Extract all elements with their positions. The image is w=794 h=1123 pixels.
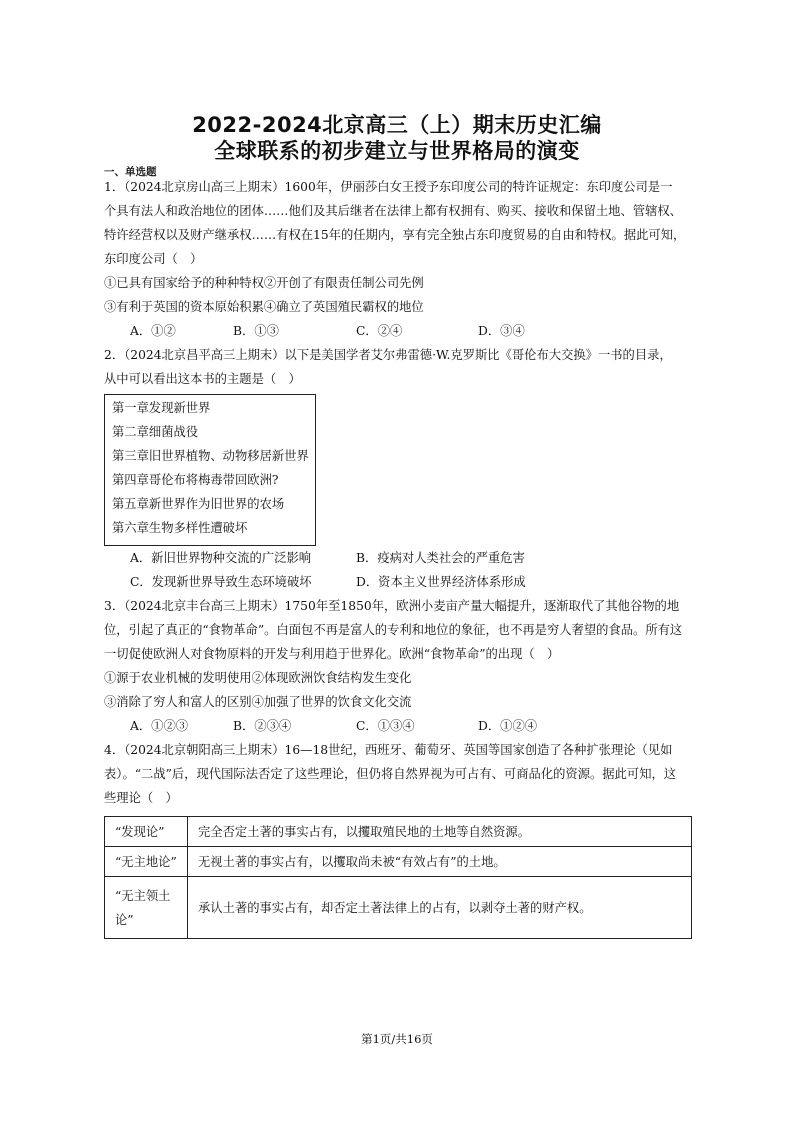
q3-line: 3．（2024北京丰台高三上期末）1750年至1850年，欧洲小麦亩产量大幅提升，逐渐取代了其他谷物的地 xyxy=(104,599,680,613)
q2-option-c[interactable]: C．发现新世界导致生态环境破坏 xyxy=(130,575,312,589)
q1-line: 东印度公司（ ） xyxy=(104,252,203,266)
q1-line: 特许经营权以及财产继承权……有权在15年的任期内，享有完全独占东印度贸易的自由和特权。据此可知， xyxy=(104,228,686,242)
toc-item: 第五章新世界作为旧世界的农场 xyxy=(112,497,285,511)
table-row xyxy=(105,847,692,877)
q1-line: ③有利于英国的资本原始积累④确立了英国殖民霸权的地位 xyxy=(104,300,424,314)
q4-line: 些理论（ ） xyxy=(104,791,178,805)
theory-name xyxy=(105,847,188,877)
q1-option-b[interactable]: B．①③ xyxy=(233,324,279,338)
table-row xyxy=(105,817,692,847)
q1-line: ①已具有国家给予的种种特权②开创了有限责任制公司先例 xyxy=(104,276,424,290)
q3-line: ①源于农业机械的发明使用②体现欧洲饮食结构发生变化 xyxy=(104,671,412,685)
toc-item: 第四章哥伦布将梅毒带回欧洲? xyxy=(112,473,279,487)
theory-table xyxy=(104,816,692,939)
q3-option-c[interactable]: C．①③④ xyxy=(356,719,415,733)
q1-option-d[interactable]: D．③④ xyxy=(478,324,525,338)
page-footer: 第1页/共16页 xyxy=(361,1032,433,1046)
page-title-line2: 全球联系的初步建立与世界格局的演变 xyxy=(214,139,580,163)
q4-line: 4．（2024北京朝阳高三上期末）16—18世纪，西班牙、葡萄牙、英国等国家创造了各种扩张理论（见如 xyxy=(104,743,673,757)
theory-name-text: 论” xyxy=(115,912,134,927)
q3-option-a[interactable]: A．①②③ xyxy=(130,719,189,733)
table-row xyxy=(105,877,692,939)
theory-name-text: “发现论” xyxy=(115,824,165,839)
q3-line: 一切促使欧洲人对食物原料的开发与利用趋于世界化。欧洲“食物革命”的出现（ ） xyxy=(104,647,560,661)
q2-line: 2．（2024北京昌平高三上期末）以下是美国学者艾尔弗雷德·W.克罗斯比《哥伦布大交换》一书的目录， xyxy=(104,348,672,362)
theory-description: 承认土著的事实占有，却否定土著法律上的占有，以剥夺土著的财产权。 xyxy=(188,877,692,939)
toc-item: 第二章细菌战役 xyxy=(112,425,199,439)
q1-line: 个具有法人和政治地位的团体……他们及其后继者在法律上都有权拥有、购买、接收和保留土地、管辖权、 xyxy=(104,204,682,218)
q2-option-d[interactable]: D．资本主义世界经济体系形成 xyxy=(356,575,526,589)
theory-description: 无视土著的事实占有，以攫取尚未被“有效占有”的土地。 xyxy=(188,847,692,877)
q1-option-c[interactable]: C．②④ xyxy=(356,324,403,338)
toc-item: 第六章生物多样性遭破坏 xyxy=(112,521,248,535)
section-heading: 一、单选题 xyxy=(104,166,157,178)
q3-line: ③消除了穷人和富人的区别④加强了世界的饮食文化交流 xyxy=(104,695,412,709)
q3-option-b[interactable]: B．②③④ xyxy=(233,719,292,733)
q2-option-a[interactable]: A．新旧世界物种交流的广泛影响 xyxy=(130,551,312,565)
book-contents-box xyxy=(104,394,316,546)
theory-description: 完全否定土著的事实占有，以攫取殖民地的土地等自然资源。 xyxy=(188,817,692,847)
page-title-line1: 2022-2024北京高三（上）期末历史汇编 xyxy=(192,113,602,137)
toc-item: 第三章旧世界植物、动物移居新世界 xyxy=(112,449,309,463)
q1-option-a[interactable]: A．①② xyxy=(130,324,176,338)
theory-name-text: “无主领土 xyxy=(115,888,171,903)
q2-line: 从中可以看出这本书的主题是（ ） xyxy=(104,372,301,386)
q3-option-d[interactable]: D．①②④ xyxy=(478,719,538,733)
q3-line: 位，引起了真正的“食物革命”。白面包不再是富人的专利和地位的象征，也不再是穷人奢望的食品。所有这 xyxy=(104,623,683,637)
q2-option-b[interactable]: B．疫病对人类社会的严重危害 xyxy=(356,551,525,565)
toc-item: 第一章发现新世界 xyxy=(112,401,211,415)
theory-name xyxy=(105,877,188,939)
theory-name-text: “无主地论” xyxy=(115,854,177,869)
q4-line: 表）。“二战”后，现代国际法否定了这些理论，但仍将自然界视为可占有、可商品化的资源。据此可知，这 xyxy=(104,767,677,781)
theory-name xyxy=(105,817,188,847)
q1-line: 1．（2024北京房山高三上期末）1600年，伊丽莎白女王授予东印度公司的特许证规定：东印度公司是一 xyxy=(104,180,673,194)
